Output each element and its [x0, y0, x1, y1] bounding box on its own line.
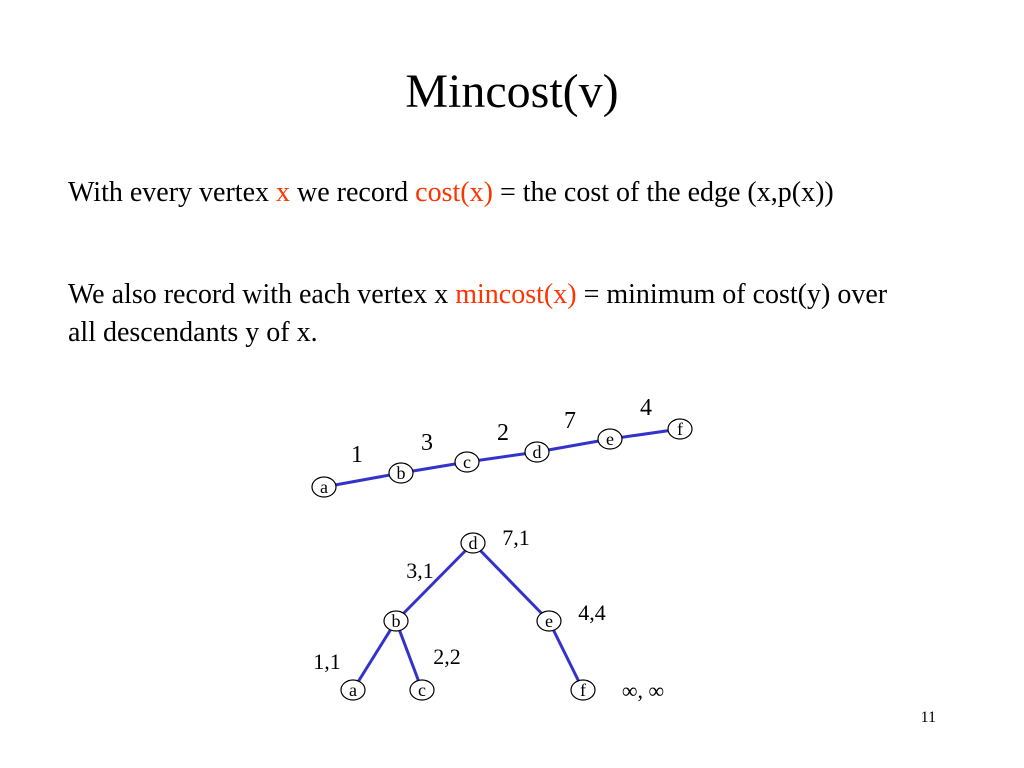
node-label: e	[606, 429, 614, 449]
node-label: b	[396, 463, 406, 483]
tree-diagram	[313, 525, 664, 703]
edge-weight-label: 4	[640, 395, 652, 421]
text-segment: We also record with each vertex x	[68, 279, 456, 310]
node-label: b	[391, 611, 401, 631]
highlight-vertex-x: x	[276, 177, 291, 208]
node-label: f	[580, 680, 586, 700]
tree-node-b	[384, 611, 408, 631]
tree-node-a	[341, 680, 365, 700]
path-node-d	[525, 442, 549, 462]
slide-title: Mincost(v)	[405, 65, 619, 118]
tree-node-c	[410, 680, 434, 700]
text-segment: With every vertex	[68, 177, 277, 208]
tree-node-f	[571, 680, 595, 700]
path-node-b	[389, 463, 413, 483]
edge-weight-label: 3	[421, 430, 433, 456]
tree-node-e	[537, 611, 561, 631]
highlight-mincost-x: mincost(x)	[455, 279, 577, 310]
text-segment: we record	[290, 177, 416, 208]
node-label: c	[418, 680, 426, 700]
tree-node-value-b: 3,1	[406, 558, 434, 583]
tree-edge-d-e	[473, 543, 549, 621]
node-label: d	[468, 533, 478, 553]
tree-node-value-f: ∞, ∞	[621, 678, 665, 703]
edge-weight-label: 1	[351, 442, 363, 468]
tree-node-value-d: 7,1	[502, 525, 530, 550]
node-label: e	[545, 611, 553, 631]
node-label: c	[463, 452, 471, 472]
path-node-e	[598, 429, 622, 449]
path-node-a	[312, 477, 336, 497]
node-label: f	[677, 419, 683, 439]
tree-edge-e-f	[549, 621, 583, 690]
text-segment: = minimum of cost(y) over all descendants y of x.	[68, 279, 888, 348]
node-label: a	[349, 680, 357, 700]
path-node-c	[455, 452, 479, 472]
tree-edge-b-a	[353, 621, 396, 690]
path-diagram	[312, 395, 692, 497]
tree-node-value-a: 1,1	[313, 649, 341, 674]
edge-weight-label: 2	[497, 420, 509, 446]
tree-node-d	[461, 533, 485, 553]
highlight-cost-x: cost(x)	[415, 177, 493, 208]
path-node-f	[668, 419, 692, 439]
edge-weight-label: 7	[564, 408, 576, 434]
node-label: a	[320, 477, 328, 497]
tree-node-value-e: 4,4	[578, 600, 606, 625]
tree-node-value-c: 2,2	[433, 644, 461, 669]
node-label: d	[532, 442, 542, 462]
slide-number: 11	[920, 709, 936, 726]
text-segment: = the cost of the edge (x,p(x))	[492, 177, 834, 208]
